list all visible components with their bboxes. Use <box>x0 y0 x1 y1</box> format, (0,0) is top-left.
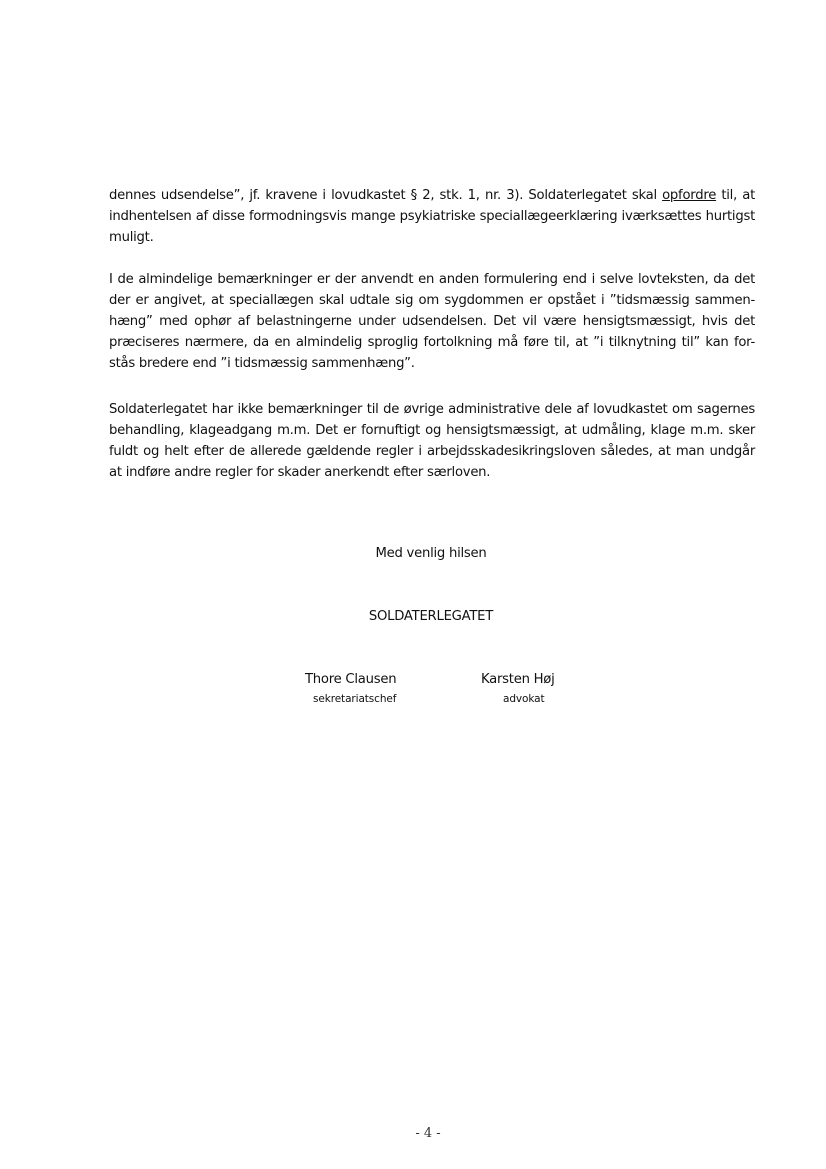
text-line: at indføre andre regler for skader anerkendt efter særloven. <box>109 465 491 480</box>
underlined-word: opfordre <box>662 188 717 203</box>
text-line: muligt. <box>109 230 154 245</box>
text-line: behandling, klageadgang m.m. Det er fornuftigt og hensigtsmæssigt, at udmåling, klage m.m. sker <box>109 423 755 438</box>
text-line: præciseres nærmere, da en almindelig sproglig fortolkning må føre til, at ”i tilknytning til” kan for- <box>109 335 755 350</box>
signatory-title-2: advokat <box>503 693 545 705</box>
paragraph-request-speed <box>109 185 755 248</box>
closing-greeting: Med venlig hilsen <box>375 546 487 561</box>
text-line: I de almindelige bemærkninger er der anvendt en anden formulering end i selve lovteksten, da det <box>109 272 755 287</box>
signatory-title-1: sekretariatschef <box>313 693 397 705</box>
text-line: fuldt og helt efter de allerede gældende regler i arbejdsskadesikringsloven således, at man undgår <box>109 444 755 459</box>
organization-name: SOLDATERLEGATET <box>368 609 494 624</box>
text-line: dennes udsendelse”, jf. kravene i lovudkastet § 2, stk. 1, nr. 3). Soldaterlegatet skal opfordre til, at <box>109 188 755 203</box>
text-line: stås bredere end ”i tidsmæssig sammenhæng”. <box>109 356 415 371</box>
text-line: der er angivet, at speciallægen skal udtale sig om sygdommen er opstået i ”tidsmæssig sammen- <box>109 293 755 308</box>
paragraph-administrative-parts <box>109 399 755 483</box>
signatory-name-2: Karsten Høj <box>481 672 555 687</box>
text-line: hæng” med ophør af belastningerne under udsendelsen. Det vil være hensigtsmæssigt, hvis det <box>109 314 755 329</box>
paragraph-remarks-wording <box>109 269 755 374</box>
text-line: indhentelsen af disse formodningsvis mange psykiatriske speciallægeerklæring iværksættes hurtigst <box>109 209 755 224</box>
text-line: Soldaterlegatet har ikke bemærkninger til de øvrige administrative dele af lovudkastet om sagernes <box>109 402 755 417</box>
signatory-name-1: Thore Clausen <box>305 672 397 687</box>
page-number: - 4 - <box>415 1126 441 1141</box>
